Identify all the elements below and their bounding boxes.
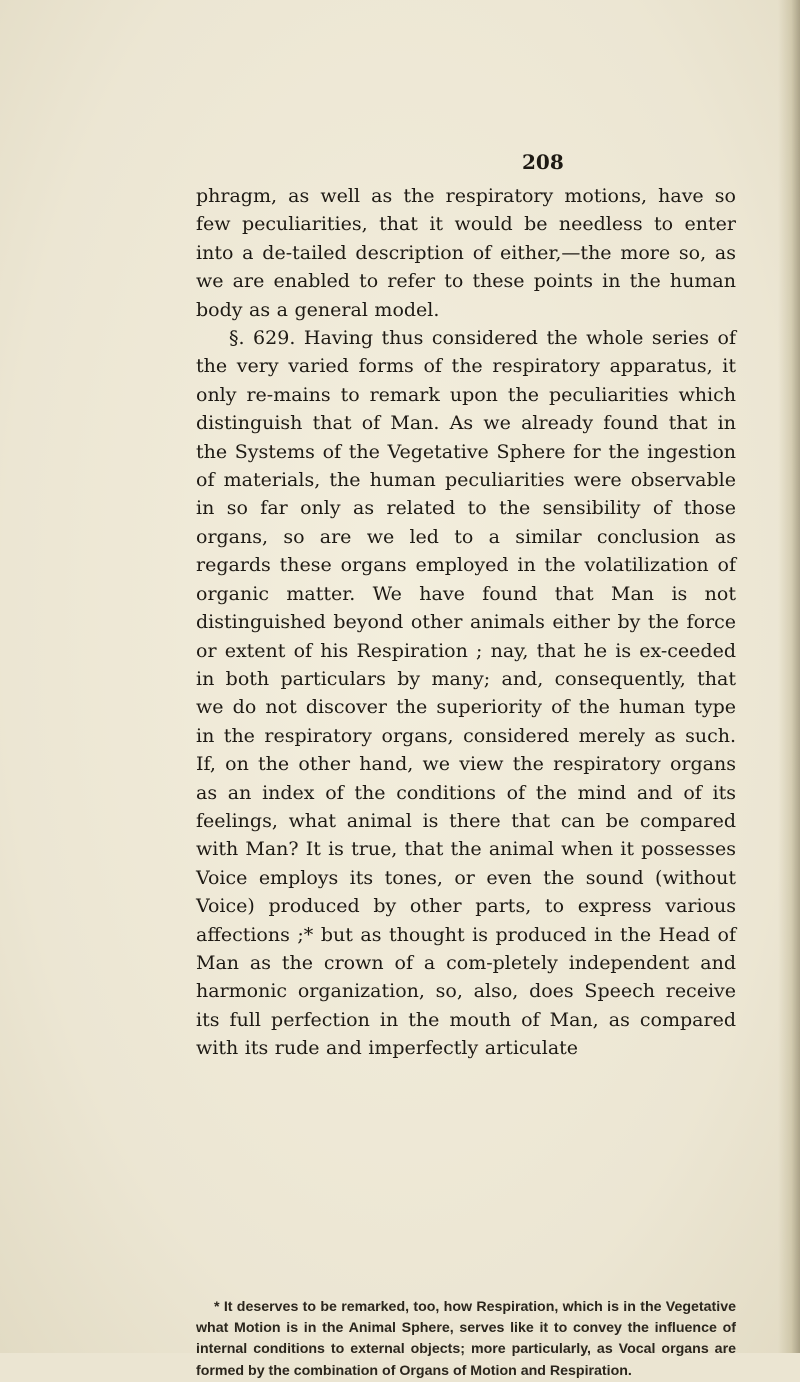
- page-edge-shadow: [778, 0, 800, 1353]
- footnote: [196, 1297, 736, 1382]
- paragraph-629: §. 629. Having thus considered the whole series of the very varied forms of the respiratory apparatus, it only re-mains to remark upon the peculiarities which distinguish that of Man. As we already found that in the Systems of the Vegetative Sphere for the ingestion of materials, the human peculiarities were observable in so far only as related to the sensibility of those organs, so are we led to a similar conclusion as regards these organs employed in the volatilization of organic matter. We have found that Man is not distinguished beyond other animals either by the force or extent of his Respiration ; nay, that he is ex-ceeded in both particulars by many; and, consequently, that we do not discover the superiority of the human type in the respiratory organs, considered merely as such. If, on the other hand, we view the respiratory organs as an index of the conditions of the mind and of its feelings, what animal is there that can be compared with Man? It is true, that the animal when it possesses Voice employs its tones, or even the sound (without Voice) produced by other parts, to express various affections ;* but as thought is produced in the Head of Man as the crown of a com-pletely independent and harmonic organization, so, also, does Speech receive its full perfection in the mouth of Man, as compared with its rude and imperfectly articulate: [196, 327, 736, 1060]
- footnote-text: * It deserves to be remarked, too, how Respiration, which is in the Vegetative what Motion is in the Animal Sphere, serves like it to convey the influence of internal conditions to external objects; more particularly, as Vocal organs are formed by the combination of Organs of Motion and Respiration.: [196, 1299, 736, 1379]
- page-number: 208: [522, 150, 564, 174]
- body-text: [196, 182, 736, 1063]
- paragraph-continuation: phragm, as well as the respiratory motions, have so few peculiarities, that it would be needless to enter into a de-tailed description of either,—the more so, as we are enabled to refer to these points in the human body as a general model.: [196, 185, 736, 321]
